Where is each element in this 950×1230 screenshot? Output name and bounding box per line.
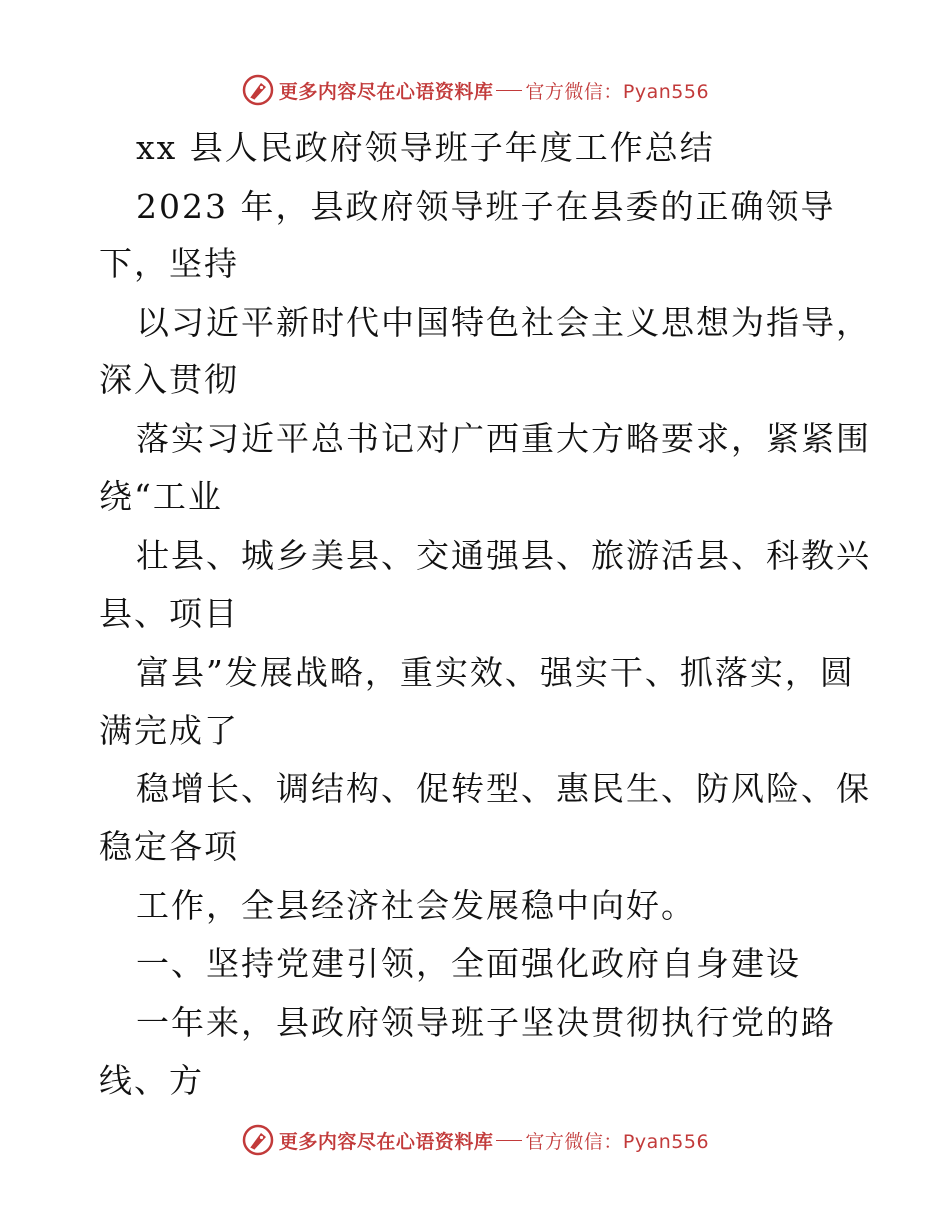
paragraph-line: 富县”发展战略，重实效、强实干、抓落实，圆 <box>136 653 855 692</box>
paragraph-line: 一年来，县政府领导班子坚决贯彻执行党的路 <box>136 1003 836 1042</box>
footer-banner <box>0 1120 950 1160</box>
paragraph-line: 线、方 <box>99 1061 204 1100</box>
paragraph-line: 2023 年，县政府领导班子在县委的正确领导 <box>136 187 836 226</box>
section-heading: 一、坚持党建引领，全面强化政府自身建设 <box>136 944 801 983</box>
paragraph-line: 工作，全县经济社会发展稳中向好。 <box>136 886 696 925</box>
banner-dash <box>496 1140 522 1141</box>
banner-wechat-text: 官方微信：Pyan556 <box>525 80 710 103</box>
paragraph-line: 满完成了 <box>99 711 239 750</box>
document-title: xx 县人民政府领导班子年度工作总结 <box>136 128 715 167</box>
paragraph-line: 稳增长、调结构、促转型、惠民生、防风险、保 <box>136 769 871 808</box>
banner-wechat-text: 官方微信：Pyan556 <box>525 1130 710 1153</box>
pen-nib-logo-icon <box>241 1123 275 1157</box>
paragraph-line: 下，坚持 <box>99 244 239 283</box>
paragraph-line: 绕“工业 <box>99 477 223 516</box>
paragraph-line: 县、项目 <box>99 594 239 633</box>
banner-main-text: 更多内容尽在心语资料库 <box>278 1130 494 1153</box>
paragraph-line: 以习近平新时代中国特色社会主义思想为指导， <box>136 303 871 342</box>
paragraph-line: 稳定各项 <box>99 827 239 866</box>
banner-main-text: 更多内容尽在心语资料库 <box>278 80 494 103</box>
paragraph-line: 壮县、城乡美县、交通强县、旅游活县、科教兴 <box>136 536 871 575</box>
paragraph-line: 深入贯彻 <box>99 360 239 399</box>
paragraph-line: 落实习近平总书记对广西重大方略要求，紧紧围 <box>136 419 871 458</box>
